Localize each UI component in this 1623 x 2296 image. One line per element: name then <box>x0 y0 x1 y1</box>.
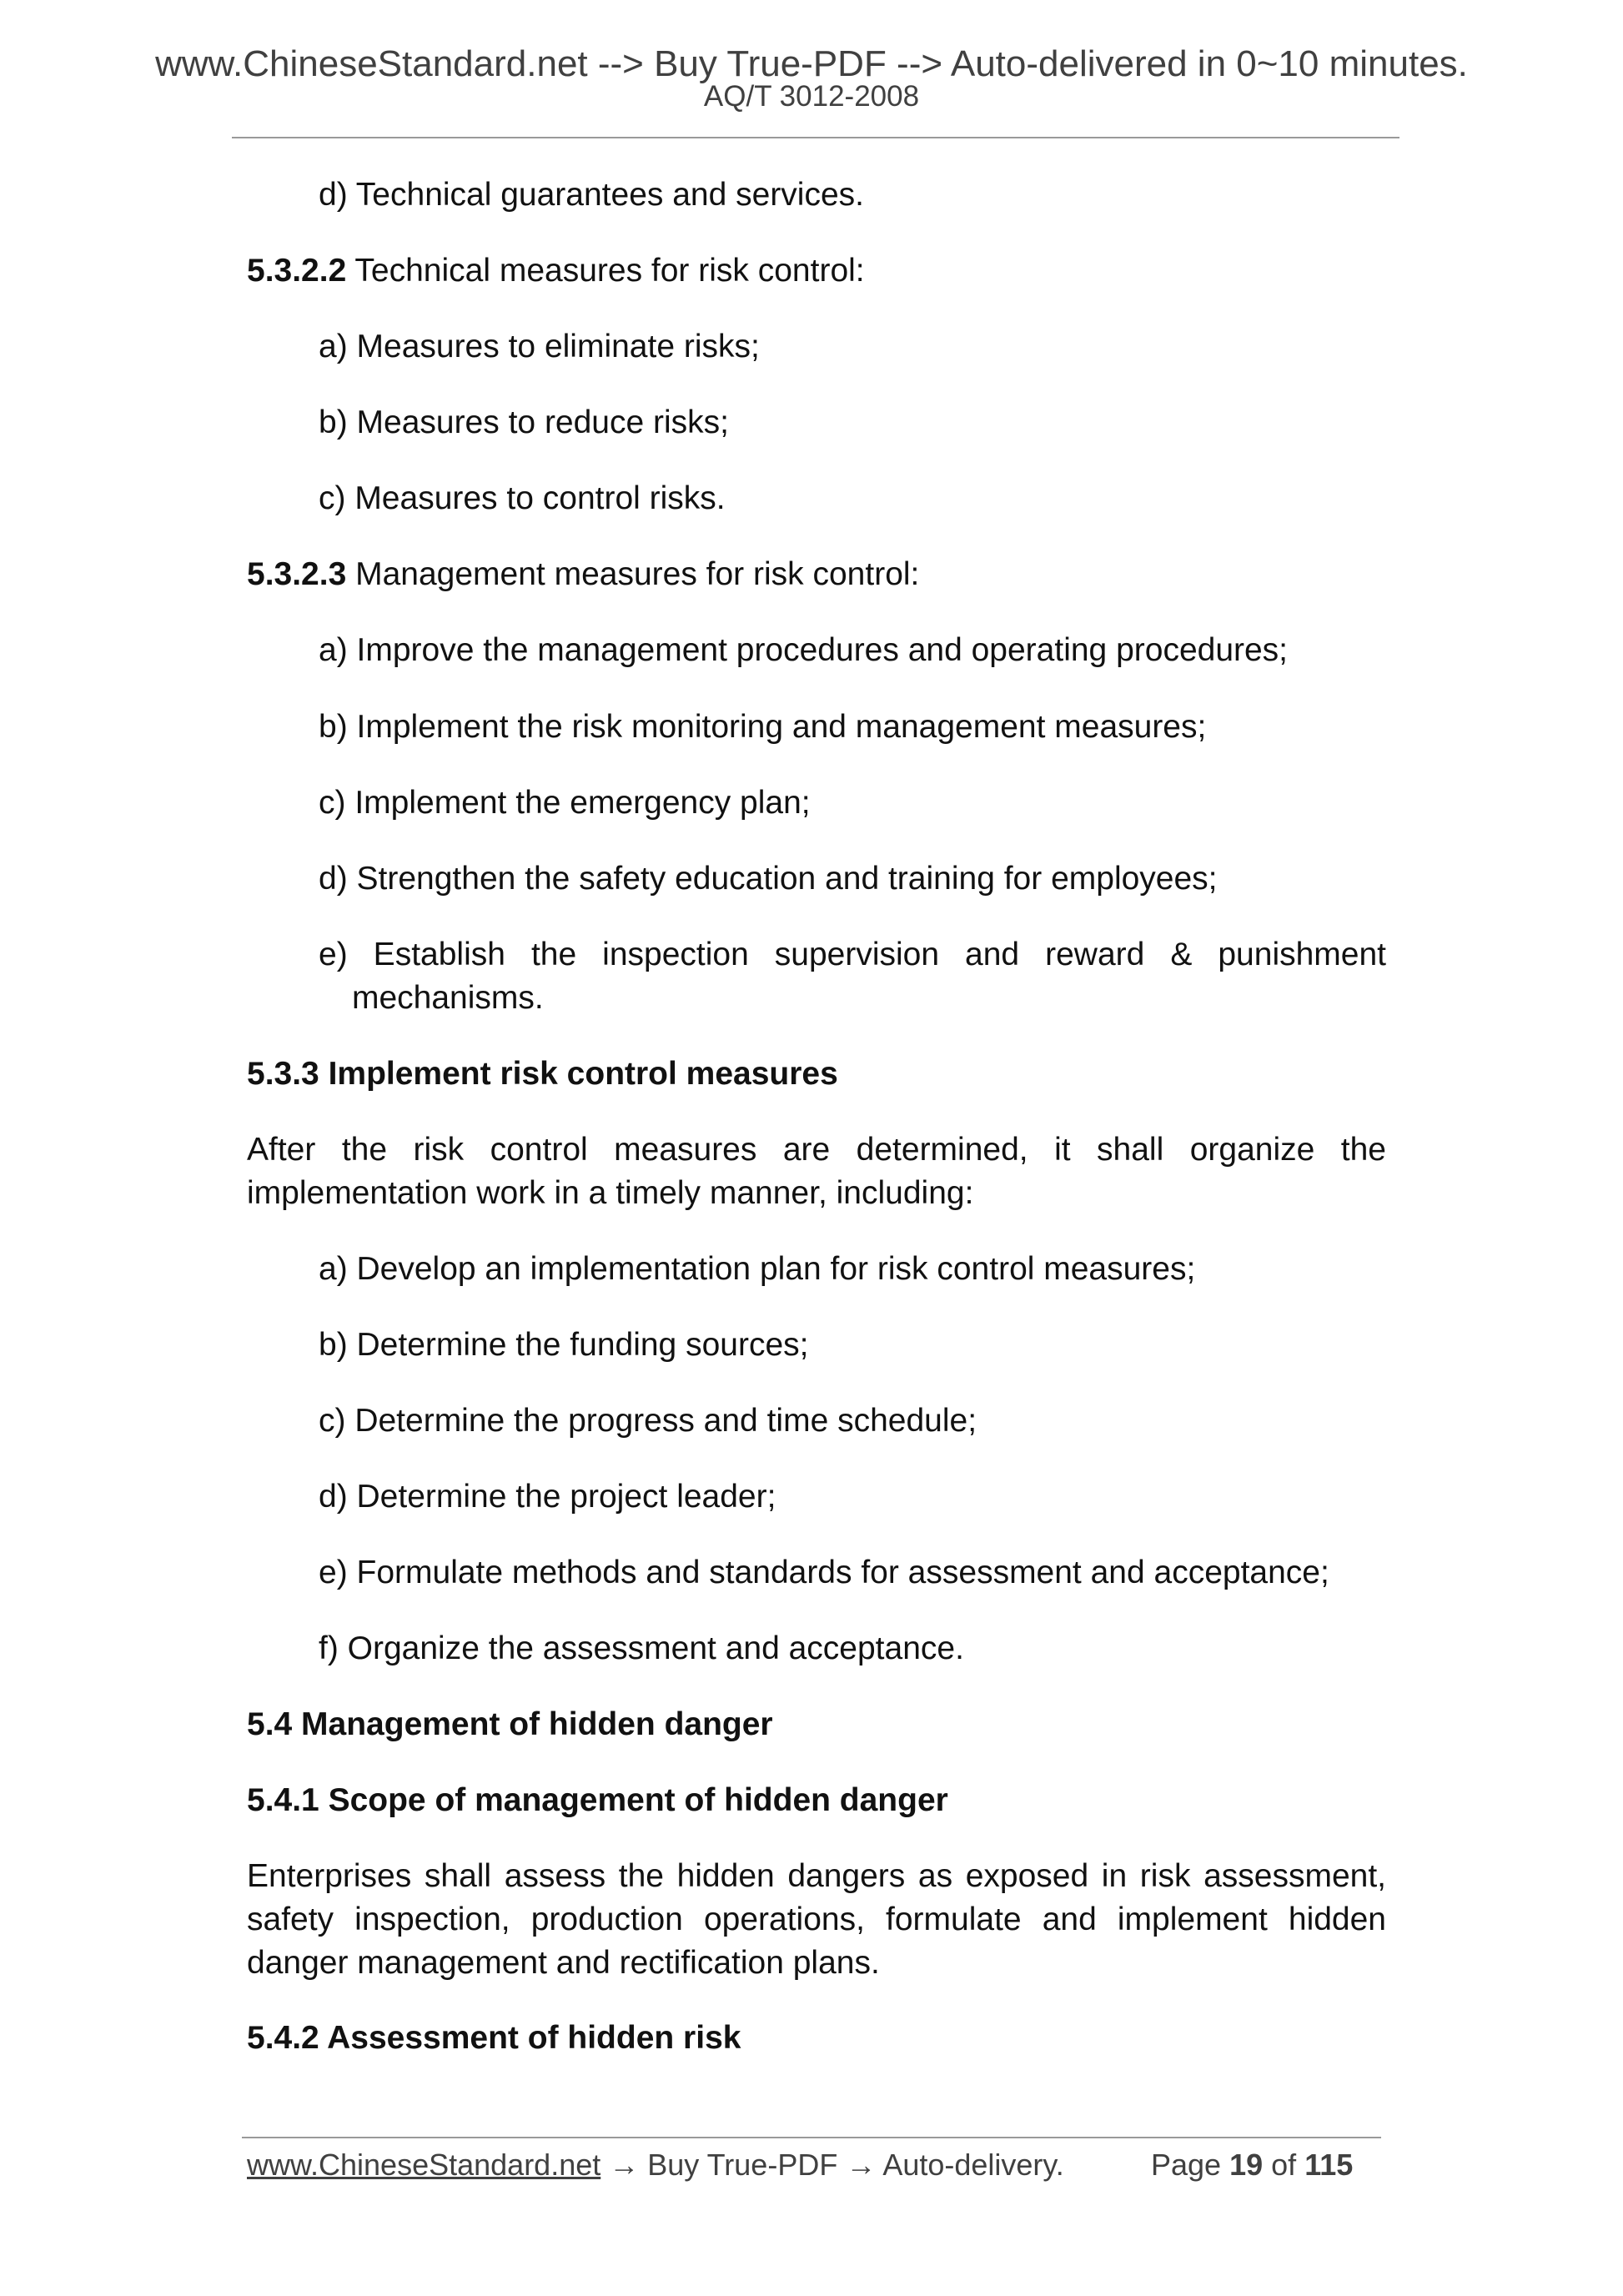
list-item: d) Technical guarantees and services. <box>319 177 864 213</box>
section-heading-5-3-3: 5.3.3 Implement risk control measures <box>247 1056 838 1092</box>
page-current: 19 <box>1229 2148 1264 2182</box>
list-item: e) Establish the inspection supervision and reward & punishment mechanisms. <box>319 937 1386 1016</box>
list-item: c) Determine the progress and time schedule; <box>319 1403 977 1439</box>
clause-number: 5.3.2.3 <box>247 556 347 592</box>
body-paragraph: Enterprises shall assess the hidden dangers as exposed in risk assessment, safety inspection, production operations, formulate and implement hidden danger management and rectification plans. <box>247 1858 1386 1981</box>
footer-divider <box>242 2137 1381 2138</box>
list-item: b) Measures to reduce risks; <box>319 404 730 440</box>
list-item: e) Formulate methods and standards for assessment and acceptance; <box>319 1555 1329 1590</box>
document-number: AQ/T 3012-2008 <box>703 80 920 113</box>
section-heading-5-4-1: 5.4.1 Scope of management of hidden danger <box>247 1782 948 1818</box>
footer-promo-text: → Buy True-PDF → Auto-delivery. <box>600 2148 1064 2182</box>
page-label: Page <box>1151 2148 1222 2182</box>
list-item: f) Organize the assessment and acceptance. <box>319 1630 964 1666</box>
section-heading-5-4: 5.4 Management of hidden danger <box>247 1706 773 1742</box>
list-item: c) Measures to control risks. <box>319 480 726 516</box>
header-banner: www.ChineseStandard.net --> Buy True-PDF --> Auto-delivered in 0~10 minutes. <box>155 43 1468 84</box>
clause-5-3-2-2 <box>247 249 865 293</box>
section-heading-5-4-2: 5.4.2 Assessment of hidden risk <box>247 2020 741 2056</box>
footer-link[interactable]: www.ChineseStandard.net <box>247 2148 601 2182</box>
page-indicator <box>1151 2148 1353 2183</box>
clause-text: Technical measures for risk control: <box>346 253 865 289</box>
footer-promo <box>247 2148 1064 2183</box>
list-item: a) Develop an implementation plan for risk control measures; <box>319 1251 1196 1287</box>
clause-5-3-2-3 <box>247 553 919 596</box>
list-item: b) Implement the risk monitoring and management measures; <box>319 709 1207 745</box>
list-item: d) Strengthen the safety education and training for employees; <box>319 861 1218 897</box>
list-item: a) Measures to eliminate risks; <box>319 329 760 364</box>
clause-text: Management measures for risk control: <box>346 556 920 592</box>
of-label: of <box>1271 2148 1297 2182</box>
list-item: c) Implement the emergency plan; <box>319 785 811 821</box>
page-total: 115 <box>1304 2148 1354 2182</box>
clause-number: 5.3.2.2 <box>247 253 347 289</box>
list-item: d) Determine the project leader; <box>319 1479 776 1515</box>
header-divider <box>232 137 1399 138</box>
body-paragraph: After the risk control measures are determined, it shall organize the implementation work in a timely manner, including: <box>247 1132 1386 1211</box>
list-item: a) Improve the management procedures and operating procedures; <box>319 632 1289 668</box>
list-item: b) Determine the funding sources; <box>319 1327 809 1363</box>
